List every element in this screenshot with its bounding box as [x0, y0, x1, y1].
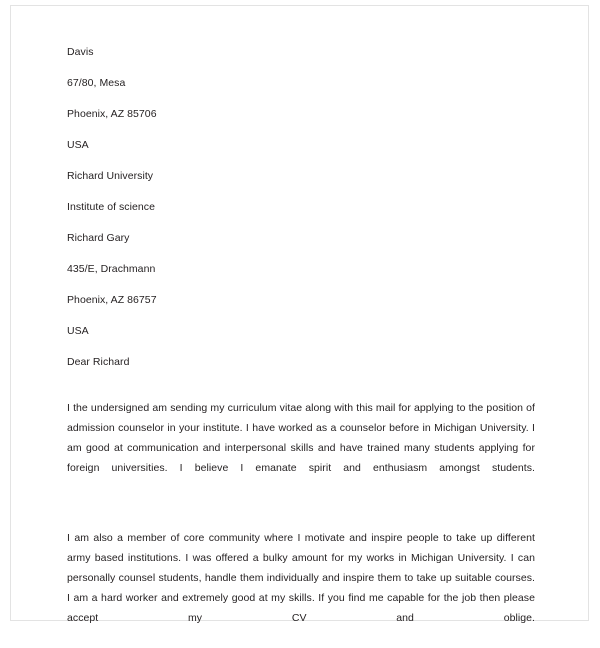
- sender-address-line-1: Davis: [67, 46, 94, 58]
- document-page: [10, 5, 589, 624]
- recipient-department: Institute of science: [67, 201, 155, 213]
- salutation: Dear Richard: [67, 356, 130, 368]
- letter-body: [67, 46, 535, 648]
- body-paragraph-1: I the undersigned am sending my curriculum vitae along with this mail for applying to the position of admission counselor in your institute. I have worked as a counselor before in Michigan University. I am good at communication and interpersonal skills and have trained many students applying for foreign universities. I believe I emanate spirit and enthusiasm amongst students.: [67, 402, 535, 474]
- recipient-country: USA: [67, 325, 89, 337]
- sender-address-line-3: Phoenix, AZ 85706: [67, 108, 157, 120]
- recipient-name: Richard Gary: [67, 232, 130, 244]
- body-paragraph-2: I am also a member of core community where I motivate and inspire people to take up different army based institutions. I was offered a bulky amount for my works in Michigan University. I can personally counsel students, handle them individually and inspire them to take up suitable courses. I am a hard worker and extremely good at my skills. If you find me capable for the job then please accept my CV and oblige.: [67, 532, 535, 624]
- recipient-city-state-zip: Phoenix, AZ 86757: [67, 294, 157, 306]
- recipient-street: 435/E, Drachmann: [67, 263, 156, 275]
- sender-address-line-2: 67/80, Mesa: [67, 77, 126, 89]
- recipient-organization: Richard University: [67, 170, 154, 182]
- sender-address-line-4: USA: [67, 139, 89, 151]
